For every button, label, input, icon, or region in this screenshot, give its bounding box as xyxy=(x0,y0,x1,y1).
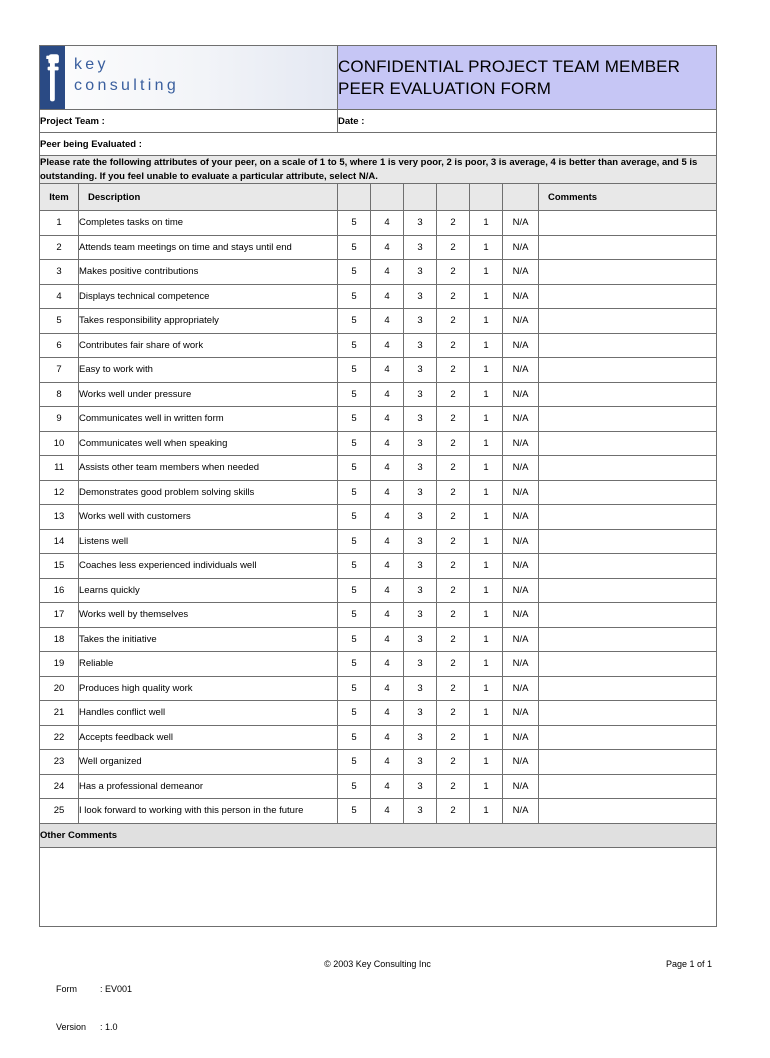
rating-option-1[interactable]: 1 xyxy=(470,431,503,456)
rating-option-5[interactable]: 5 xyxy=(338,603,371,628)
row-description: Attends team meetings on time and stays until end xyxy=(79,235,338,260)
rating-option-1[interactable]: 1 xyxy=(470,505,503,530)
rating-option-2[interactable]: 2 xyxy=(437,676,470,701)
rating-option-na[interactable]: N/A xyxy=(503,725,539,750)
row-item-number: 24 xyxy=(40,774,79,799)
row-comment-input[interactable] xyxy=(539,774,717,799)
rating-option-5[interactable]: 5 xyxy=(338,235,371,260)
rating-option-4[interactable]: 4 xyxy=(371,260,404,285)
rating-option-3[interactable]: 3 xyxy=(404,554,437,579)
table-row xyxy=(40,799,717,824)
rating-option-1[interactable]: 1 xyxy=(470,260,503,285)
column-header-description: Description xyxy=(79,184,338,211)
row-description: Takes responsibility appropriately xyxy=(79,309,338,334)
rating-option-3[interactable]: 3 xyxy=(404,358,437,383)
rating-option-na[interactable]: N/A xyxy=(503,309,539,334)
rating-option-5[interactable]: 5 xyxy=(338,725,371,750)
rating-option-2[interactable]: 2 xyxy=(437,480,470,505)
rating-option-3[interactable]: 3 xyxy=(404,701,437,726)
row-item-number: 23 xyxy=(40,750,79,775)
row-item-number: 5 xyxy=(40,309,79,334)
row-item-number: 4 xyxy=(40,284,79,309)
rating-option-5[interactable]: 5 xyxy=(338,701,371,726)
rating-option-5[interactable]: 5 xyxy=(338,431,371,456)
rating-option-2[interactable]: 2 xyxy=(437,333,470,358)
rating-option-4[interactable]: 4 xyxy=(371,431,404,456)
row-item-number: 8 xyxy=(40,382,79,407)
other-comments-label: Other Comments xyxy=(40,823,717,847)
rating-option-4[interactable]: 4 xyxy=(371,774,404,799)
row-item-number: 18 xyxy=(40,627,79,652)
rating-option-3[interactable]: 3 xyxy=(404,407,437,432)
rating-option-5[interactable]: 5 xyxy=(338,505,371,530)
row-item-number: 13 xyxy=(40,505,79,530)
rating-option-1[interactable]: 1 xyxy=(470,578,503,603)
rating-option-2[interactable]: 2 xyxy=(437,407,470,432)
rating-option-1[interactable]: 1 xyxy=(470,407,503,432)
rating-option-3[interactable]: 3 xyxy=(404,774,437,799)
column-header-item: Item xyxy=(40,184,79,211)
form-title-line-1: CONFIDENTIAL PROJECT TEAM MEMBER xyxy=(338,56,680,76)
rating-option-3[interactable]: 3 xyxy=(404,750,437,775)
rating-option-na[interactable]: N/A xyxy=(503,603,539,628)
row-item-number: 20 xyxy=(40,676,79,701)
rating-option-1[interactable]: 1 xyxy=(470,554,503,579)
row-comment-input[interactable] xyxy=(539,725,717,750)
rating-option-2[interactable]: 2 xyxy=(437,603,470,628)
rating-option-2[interactable]: 2 xyxy=(437,358,470,383)
rating-option-5[interactable]: 5 xyxy=(338,480,371,505)
table-row xyxy=(40,235,717,260)
rating-option-3[interactable]: 3 xyxy=(404,235,437,260)
brand-logo xyxy=(40,46,337,109)
form-table xyxy=(39,45,717,927)
rating-option-na[interactable]: N/A xyxy=(503,750,539,775)
rating-option-1[interactable]: 1 xyxy=(470,333,503,358)
rating-option-4[interactable]: 4 xyxy=(371,211,404,236)
row-comment-input[interactable] xyxy=(539,676,717,701)
rating-option-na[interactable]: N/A xyxy=(503,456,539,481)
rating-option-5[interactable]: 5 xyxy=(338,554,371,579)
row-item-number: 10 xyxy=(40,431,79,456)
rating-option-1[interactable]: 1 xyxy=(470,211,503,236)
rating-option-5[interactable]: 5 xyxy=(338,456,371,481)
rating-option-5[interactable]: 5 xyxy=(338,407,371,432)
rating-option-1[interactable]: 1 xyxy=(470,358,503,383)
row-item-number: 15 xyxy=(40,554,79,579)
row-comment-input[interactable] xyxy=(539,456,717,481)
row-item-number: 3 xyxy=(40,260,79,285)
rating-option-1[interactable]: 1 xyxy=(470,603,503,628)
rating-option-4[interactable]: 4 xyxy=(371,603,404,628)
row-description: Takes the initiative xyxy=(79,627,338,652)
other-comments-body-row xyxy=(40,847,717,926)
table-row xyxy=(40,750,717,775)
rating-option-4[interactable]: 4 xyxy=(371,799,404,824)
rating-option-3[interactable]: 3 xyxy=(404,284,437,309)
rating-option-na[interactable]: N/A xyxy=(503,211,539,236)
rating-option-2[interactable]: 2 xyxy=(437,309,470,334)
table-row xyxy=(40,431,717,456)
row-comment-input[interactable] xyxy=(539,554,717,579)
table-row xyxy=(40,211,717,236)
row-description: Handles conflict well xyxy=(79,701,338,726)
rating-option-na[interactable]: N/A xyxy=(503,652,539,677)
rating-option-3[interactable]: 3 xyxy=(404,431,437,456)
rating-option-5[interactable]: 5 xyxy=(338,211,371,236)
row-description: Well organized xyxy=(79,750,338,775)
rating-option-3[interactable]: 3 xyxy=(404,652,437,677)
rating-option-4[interactable]: 4 xyxy=(371,627,404,652)
row-description: Coaches less experienced individuals well xyxy=(79,554,338,579)
rating-option-5[interactable]: 5 xyxy=(338,309,371,334)
rating-option-5[interactable]: 5 xyxy=(338,799,371,824)
rating-option-na[interactable]: N/A xyxy=(503,529,539,554)
rating-option-1[interactable]: 1 xyxy=(470,480,503,505)
rating-option-2[interactable]: 2 xyxy=(437,211,470,236)
table-row xyxy=(40,554,717,579)
rating-option-2[interactable]: 2 xyxy=(437,382,470,407)
rating-option-1[interactable]: 1 xyxy=(470,774,503,799)
row-description: I look forward to working with this person in the future xyxy=(79,799,338,824)
table-row xyxy=(40,652,717,677)
rating-option-2[interactable]: 2 xyxy=(437,235,470,260)
column-header-rating-4 xyxy=(371,184,404,211)
table-row xyxy=(40,578,717,603)
rating-option-1[interactable]: 1 xyxy=(470,701,503,726)
logo-cell xyxy=(40,46,338,110)
table-row xyxy=(40,284,717,309)
form-title-line-2: PEER EVALUATION FORM xyxy=(338,78,551,98)
rating-option-2[interactable]: 2 xyxy=(437,627,470,652)
rating-option-5[interactable]: 5 xyxy=(338,382,371,407)
table-header-row xyxy=(40,184,717,211)
table-row xyxy=(40,676,717,701)
row-item-number: 7 xyxy=(40,358,79,383)
row-item-number: 6 xyxy=(40,333,79,358)
footer-form-key: Form xyxy=(56,984,77,994)
row-description: Demonstrates good problem solving skills xyxy=(79,480,338,505)
row-description: Easy to work with xyxy=(79,358,338,383)
column-header-comments: Comments xyxy=(539,184,717,211)
rating-option-4[interactable]: 4 xyxy=(371,407,404,432)
rating-option-4[interactable]: 4 xyxy=(371,382,404,407)
table-row xyxy=(40,603,717,628)
project-team-row xyxy=(40,110,717,133)
row-comment-input[interactable] xyxy=(539,799,717,824)
rating-option-1[interactable]: 1 xyxy=(470,799,503,824)
rating-option-5[interactable]: 5 xyxy=(338,260,371,285)
rating-option-na[interactable]: N/A xyxy=(503,333,539,358)
rating-option-3[interactable]: 3 xyxy=(404,211,437,236)
row-description: Works well with customers xyxy=(79,505,338,530)
row-description: Completes tasks on time xyxy=(79,211,338,236)
rating-option-2[interactable]: 2 xyxy=(437,652,470,677)
column-header-rating-2 xyxy=(437,184,470,211)
date-field[interactable]: Date : xyxy=(338,110,717,133)
table-row xyxy=(40,309,717,334)
table-row xyxy=(40,725,717,750)
row-description: Has a professional demeanor xyxy=(79,774,338,799)
table-row xyxy=(40,529,717,554)
row-description: Displays technical competence xyxy=(79,284,338,309)
rating-option-na[interactable]: N/A xyxy=(503,799,539,824)
rating-option-4[interactable]: 4 xyxy=(371,456,404,481)
row-comment-input[interactable] xyxy=(539,382,717,407)
rating-option-2[interactable]: 2 xyxy=(437,284,470,309)
row-comment-input[interactable] xyxy=(539,603,717,628)
row-comment-input[interactable] xyxy=(539,750,717,775)
row-comment-input[interactable] xyxy=(539,627,717,652)
rating-option-3[interactable]: 3 xyxy=(404,382,437,407)
other-comments-header-row xyxy=(40,823,717,847)
rating-option-na[interactable]: N/A xyxy=(503,284,539,309)
rating-option-na[interactable]: N/A xyxy=(503,431,539,456)
row-comment-input[interactable] xyxy=(539,260,717,285)
rating-option-4[interactable]: 4 xyxy=(371,750,404,775)
rating-option-4[interactable]: 4 xyxy=(371,554,404,579)
row-comment-input[interactable] xyxy=(539,480,717,505)
row-comment-input[interactable] xyxy=(539,431,717,456)
row-comment-input[interactable] xyxy=(539,578,717,603)
row-item-number: 1 xyxy=(40,211,79,236)
row-item-number: 2 xyxy=(40,235,79,260)
table-row xyxy=(40,627,717,652)
rating-option-5[interactable]: 5 xyxy=(338,358,371,383)
rating-option-4[interactable]: 4 xyxy=(371,235,404,260)
rating-option-5[interactable]: 5 xyxy=(338,529,371,554)
evaluation-form xyxy=(39,45,716,927)
row-description: Communicates well in written form xyxy=(79,407,338,432)
rating-option-3[interactable]: 3 xyxy=(404,799,437,824)
rating-option-3[interactable]: 3 xyxy=(404,529,437,554)
rating-option-2[interactable]: 2 xyxy=(437,529,470,554)
other-comments-input[interactable] xyxy=(40,847,717,926)
rating-option-3[interactable]: 3 xyxy=(404,333,437,358)
row-item-number: 14 xyxy=(40,529,79,554)
rating-option-4[interactable]: 4 xyxy=(371,358,404,383)
rating-option-4[interactable]: 4 xyxy=(371,701,404,726)
rating-option-5[interactable]: 5 xyxy=(338,774,371,799)
row-item-number: 11 xyxy=(40,456,79,481)
rating-option-3[interactable]: 3 xyxy=(404,627,437,652)
row-description: Produces high quality work xyxy=(79,676,338,701)
column-header-rating-5 xyxy=(338,184,371,211)
row-description: Contributes fair share of work xyxy=(79,333,338,358)
rating-option-na[interactable]: N/A xyxy=(503,358,539,383)
rating-option-na[interactable]: N/A xyxy=(503,554,539,579)
rating-option-4[interactable]: 4 xyxy=(371,309,404,334)
rating-option-na[interactable]: N/A xyxy=(503,774,539,799)
rating-option-2[interactable]: 2 xyxy=(437,799,470,824)
rating-option-5[interactable]: 5 xyxy=(338,333,371,358)
rating-option-5[interactable]: 5 xyxy=(338,578,371,603)
form-title-cell xyxy=(338,46,717,110)
table-row xyxy=(40,358,717,383)
footer-form-value: : EV001 xyxy=(100,984,133,994)
rating-option-3[interactable]: 3 xyxy=(404,309,437,334)
rating-option-1[interactable]: 1 xyxy=(470,627,503,652)
rating-option-2[interactable]: 2 xyxy=(437,701,470,726)
rating-option-3[interactable]: 3 xyxy=(404,725,437,750)
row-item-number: 9 xyxy=(40,407,79,432)
row-comment-input[interactable] xyxy=(539,529,717,554)
project-team-field[interactable]: Project Team : xyxy=(40,110,338,133)
footer-page-number: Page 1 of 1 xyxy=(665,959,712,969)
row-item-number: 17 xyxy=(40,603,79,628)
rating-option-na[interactable]: N/A xyxy=(503,701,539,726)
row-comment-input[interactable] xyxy=(539,284,717,309)
column-header-rating-na xyxy=(503,184,539,211)
rating-option-na[interactable]: N/A xyxy=(503,676,539,701)
row-description: Assists other team members when needed xyxy=(79,456,338,481)
rating-option-1[interactable]: 1 xyxy=(470,652,503,677)
row-description: Works well by themselves xyxy=(79,603,338,628)
rating-option-4[interactable]: 4 xyxy=(371,480,404,505)
row-description: Works well under pressure xyxy=(79,382,338,407)
row-description: Makes positive contributions xyxy=(79,260,338,285)
instructions-row xyxy=(40,156,717,184)
row-comment-input[interactable] xyxy=(539,701,717,726)
row-item-number: 21 xyxy=(40,701,79,726)
rating-option-5[interactable]: 5 xyxy=(338,676,371,701)
rating-option-3[interactable]: 3 xyxy=(404,480,437,505)
logo-line-1: key xyxy=(74,56,109,73)
row-comment-input[interactable] xyxy=(539,358,717,383)
rating-option-4[interactable]: 4 xyxy=(371,676,404,701)
rating-option-3[interactable]: 3 xyxy=(404,603,437,628)
rating-option-na[interactable]: N/A xyxy=(503,235,539,260)
footer-form-info xyxy=(56,958,132,1058)
row-description: Communicates well when speaking xyxy=(79,431,338,456)
row-item-number: 12 xyxy=(40,480,79,505)
table-row xyxy=(40,382,717,407)
row-comment-input[interactable] xyxy=(539,407,717,432)
rating-option-1[interactable]: 1 xyxy=(470,382,503,407)
table-row xyxy=(40,260,717,285)
table-row xyxy=(40,456,717,481)
rating-option-na[interactable]: N/A xyxy=(503,407,539,432)
rating-option-2[interactable]: 2 xyxy=(437,456,470,481)
rating-option-na[interactable]: N/A xyxy=(503,578,539,603)
table-row xyxy=(40,774,717,799)
rating-option-na[interactable]: N/A xyxy=(503,382,539,407)
row-description: Reliable xyxy=(79,652,338,677)
rating-option-4[interactable]: 4 xyxy=(371,578,404,603)
column-header-rating-3 xyxy=(404,184,437,211)
row-description: Accepts feedback well xyxy=(79,725,338,750)
rating-option-2[interactable]: 2 xyxy=(437,578,470,603)
footer-copyright: © 2003 Key Consulting Inc xyxy=(324,959,431,969)
table-row xyxy=(40,505,717,530)
logo-line-2: consulting xyxy=(74,77,180,94)
table-row xyxy=(40,333,717,358)
rating-option-2[interactable]: 2 xyxy=(437,260,470,285)
row-comment-input[interactable] xyxy=(539,235,717,260)
key-icon xyxy=(45,54,62,102)
rating-option-1[interactable]: 1 xyxy=(470,235,503,260)
rating-option-3[interactable]: 3 xyxy=(404,578,437,603)
peer-evaluated-field[interactable]: Peer being Evaluated : xyxy=(40,133,717,156)
table-row xyxy=(40,480,717,505)
footer-version-key: Version xyxy=(56,1021,87,1032)
table-body xyxy=(40,211,717,824)
rating-option-4[interactable]: 4 xyxy=(371,529,404,554)
rating-option-2[interactable]: 2 xyxy=(437,774,470,799)
rating-option-1[interactable]: 1 xyxy=(470,529,503,554)
rating-option-2[interactable]: 2 xyxy=(437,505,470,530)
row-comment-input[interactable] xyxy=(539,652,717,677)
rating-option-4[interactable]: 4 xyxy=(371,505,404,530)
rating-option-5[interactable]: 5 xyxy=(338,652,371,677)
rating-option-5[interactable]: 5 xyxy=(338,750,371,775)
column-header-rating-1 xyxy=(470,184,503,211)
rating-option-1[interactable]: 1 xyxy=(470,676,503,701)
rating-option-4[interactable]: 4 xyxy=(371,333,404,358)
row-comment-input[interactable] xyxy=(539,309,717,334)
rating-option-3[interactable]: 3 xyxy=(404,676,437,701)
rating-option-2[interactable]: 2 xyxy=(437,750,470,775)
logo-text xyxy=(74,54,179,96)
rating-option-1[interactable]: 1 xyxy=(470,284,503,309)
rating-option-na[interactable]: N/A xyxy=(503,627,539,652)
rating-option-4[interactable]: 4 xyxy=(371,652,404,677)
form-header-row xyxy=(40,46,717,110)
rating-option-2[interactable]: 2 xyxy=(437,431,470,456)
instructions-text: Please rate the following attributes of your peer, on a scale of 1 to 5, where 1 is very poor, 2 is poor, 3 is average, 4 is better than average, and 5 is outstanding. If you feel unable to evaluate a particular attribute, select N/A. xyxy=(40,156,717,184)
rating-option-na[interactable]: N/A xyxy=(503,505,539,530)
row-comment-input[interactable] xyxy=(539,211,717,236)
table-row xyxy=(40,407,717,432)
rating-option-5[interactable]: 5 xyxy=(338,284,371,309)
rating-option-3[interactable]: 3 xyxy=(404,260,437,285)
peer-evaluated-row xyxy=(40,133,717,156)
rating-option-4[interactable]: 4 xyxy=(371,284,404,309)
row-comment-input[interactable] xyxy=(539,333,717,358)
row-item-number: 22 xyxy=(40,725,79,750)
rating-option-3[interactable]: 3 xyxy=(404,456,437,481)
rating-option-2[interactable]: 2 xyxy=(437,725,470,750)
rating-option-1[interactable]: 1 xyxy=(470,725,503,750)
rating-option-1[interactable]: 1 xyxy=(470,456,503,481)
rating-option-1[interactable]: 1 xyxy=(470,309,503,334)
footer-version-value: : 1.0 xyxy=(100,1021,118,1032)
row-description: Listens well xyxy=(79,529,338,554)
row-item-number: 25 xyxy=(40,799,79,824)
row-comment-input[interactable] xyxy=(539,505,717,530)
table-row xyxy=(40,701,717,726)
rating-option-5[interactable]: 5 xyxy=(338,627,371,652)
rating-option-3[interactable]: 3 xyxy=(404,505,437,530)
rating-option-1[interactable]: 1 xyxy=(470,750,503,775)
row-item-number: 16 xyxy=(40,578,79,603)
rating-option-na[interactable]: N/A xyxy=(503,260,539,285)
row-description: Learns quickly xyxy=(79,578,338,603)
rating-option-2[interactable]: 2 xyxy=(437,554,470,579)
rating-option-4[interactable]: 4 xyxy=(371,725,404,750)
row-item-number: 19 xyxy=(40,652,79,677)
rating-option-na[interactable]: N/A xyxy=(503,480,539,505)
